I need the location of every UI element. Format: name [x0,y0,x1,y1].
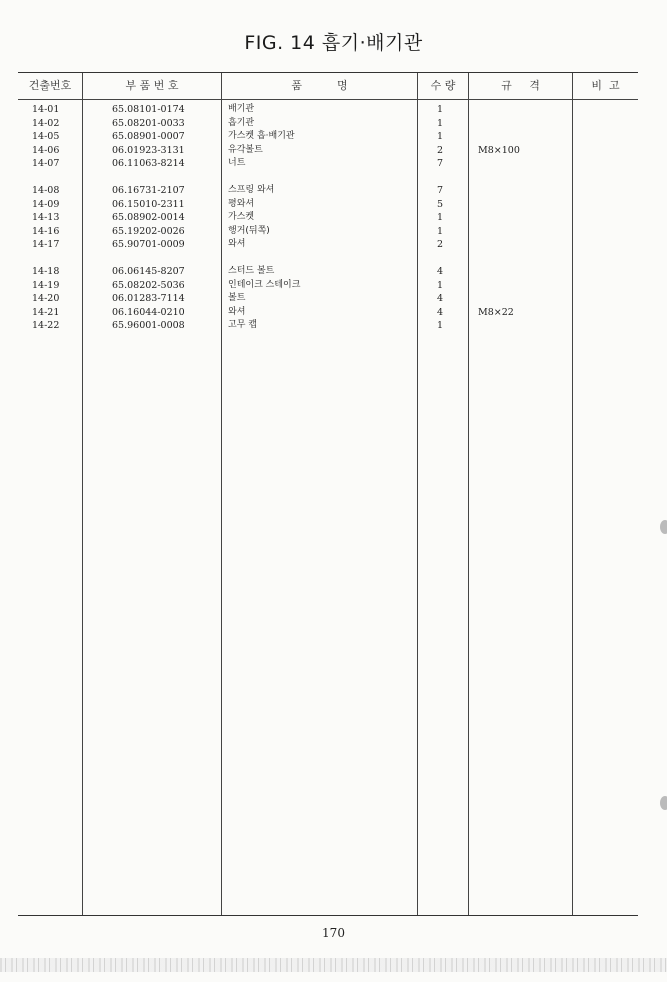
part-number-cell: 65.90701-0009 [112,239,185,250]
quantity-cell: 1 [436,225,444,237]
spec-cell: M8×100 [478,144,520,156]
item-number-cell: 14-20 [32,293,60,304]
quantity-cell: 1 [436,131,444,142]
part-name-cell: 고무 캡 [228,320,257,330]
table-row [18,225,638,239]
part-number-cell: 06.16044-0210 [112,306,185,318]
part-number-cell: 06.15010-2311 [112,198,185,210]
part-name-cell: 인테이크 스테이크 [228,279,301,290]
table-body [18,103,638,333]
quantity-cell: 1 [436,104,444,115]
quantity-cell: 1 [436,279,444,291]
quantity-cell: 1 [436,320,444,331]
group-spacer [18,252,638,266]
quantity-cell: 4 [436,306,444,318]
item-number-cell: 14-02 [32,117,60,129]
part-number-cell: 65.08101-0174 [112,104,185,115]
table-row [18,238,638,252]
part-name-cell: 배기관 [228,104,255,114]
quantity-cell: 4 [436,266,444,277]
part-name-cell: 가스켓 흡·배기관 [228,131,295,141]
quantity-cell: 7 [436,185,444,196]
part-number-cell: 65.08201-0033 [112,117,185,129]
quantity-cell: 2 [436,144,444,156]
table-row [18,198,638,212]
part-number-cell: 65.08902-0014 [112,212,185,223]
part-name-cell: 스터드 볼트 [228,266,275,276]
quantity-cell: 2 [436,239,444,250]
header-quantity: 수 량 [430,79,456,92]
part-number-cell: 06.16731-2107 [112,185,185,196]
part-number-cell: 06.11063-8214 [112,158,185,169]
spec-cell: M8×22 [478,306,514,318]
item-number-cell: 14-06 [32,144,60,156]
page-title: FIG. 14 흡기·배기관 [244,32,423,54]
item-number-cell: 14-08 [32,185,60,196]
quantity-cell: 1 [436,212,444,223]
header-remarks: 비 고 [591,79,620,92]
parts-table [18,72,638,916]
table-row [18,306,638,320]
item-number-cell: 14-18 [32,266,60,277]
item-number-cell: 14-05 [32,131,60,142]
page-number: 170 [322,926,345,940]
item-number-cell: 14-09 [32,198,60,210]
part-name-cell: 볼트 [228,293,246,303]
part-number-cell: 65.96001-0008 [112,320,185,331]
part-number-cell: 65.08202-5036 [112,279,185,291]
part-name-cell: 와셔 [228,239,246,249]
header-part-number: 부 품 번 호 [125,79,179,92]
item-number-cell: 14-21 [32,306,60,318]
part-number-cell: 65.19202-0026 [112,225,185,237]
item-number-cell: 14-07 [32,158,60,169]
binder-hole [660,520,667,534]
part-name-cell: 와셔 [228,306,246,317]
part-number-cell: 06.01283-7114 [112,293,185,304]
table-row [18,184,638,198]
table-header [18,73,638,100]
part-name-cell: 행거(뒤쪽) [228,225,270,236]
quantity-cell: 1 [436,117,444,129]
part-number-cell: 65.08901-0007 [112,131,185,142]
header-item-number: 건출번호 [28,79,72,92]
table-row [18,279,638,293]
table-row [18,103,638,117]
table-row [18,292,638,306]
table-row [18,117,638,131]
part-number-cell: 06.01923-3131 [112,144,185,156]
part-name-cell: 평와셔 [228,198,255,209]
quantity-cell: 7 [436,158,444,169]
item-number-cell: 14-16 [32,225,60,237]
part-name-cell: 유각볼트 [228,144,263,155]
header-spec: 규 격 [501,79,540,92]
quantity-cell: 4 [436,293,444,304]
scan-edge-strip [0,958,667,972]
part-name-cell: 너트 [228,158,246,168]
group-spacer [18,171,638,185]
item-number-cell: 14-01 [32,104,60,115]
table-row [18,319,638,333]
quantity-cell: 5 [436,198,444,210]
table-row [18,157,638,171]
item-number-cell: 14-13 [32,212,60,223]
binder-hole [660,796,667,810]
part-name-cell: 흡기관 [228,117,255,128]
table-row [18,144,638,158]
header-part-name: 품 명 [291,79,348,92]
table-row [18,211,638,225]
item-number-cell: 14-17 [32,239,60,250]
part-name-cell: 가스켓 [228,212,255,222]
part-name-cell: 스프링 와셔 [228,185,275,195]
part-number-cell: 06.06145-8207 [112,266,185,277]
item-number-cell: 14-22 [32,320,60,331]
item-number-cell: 14-19 [32,279,60,291]
table-row [18,265,638,279]
table-row [18,130,638,144]
